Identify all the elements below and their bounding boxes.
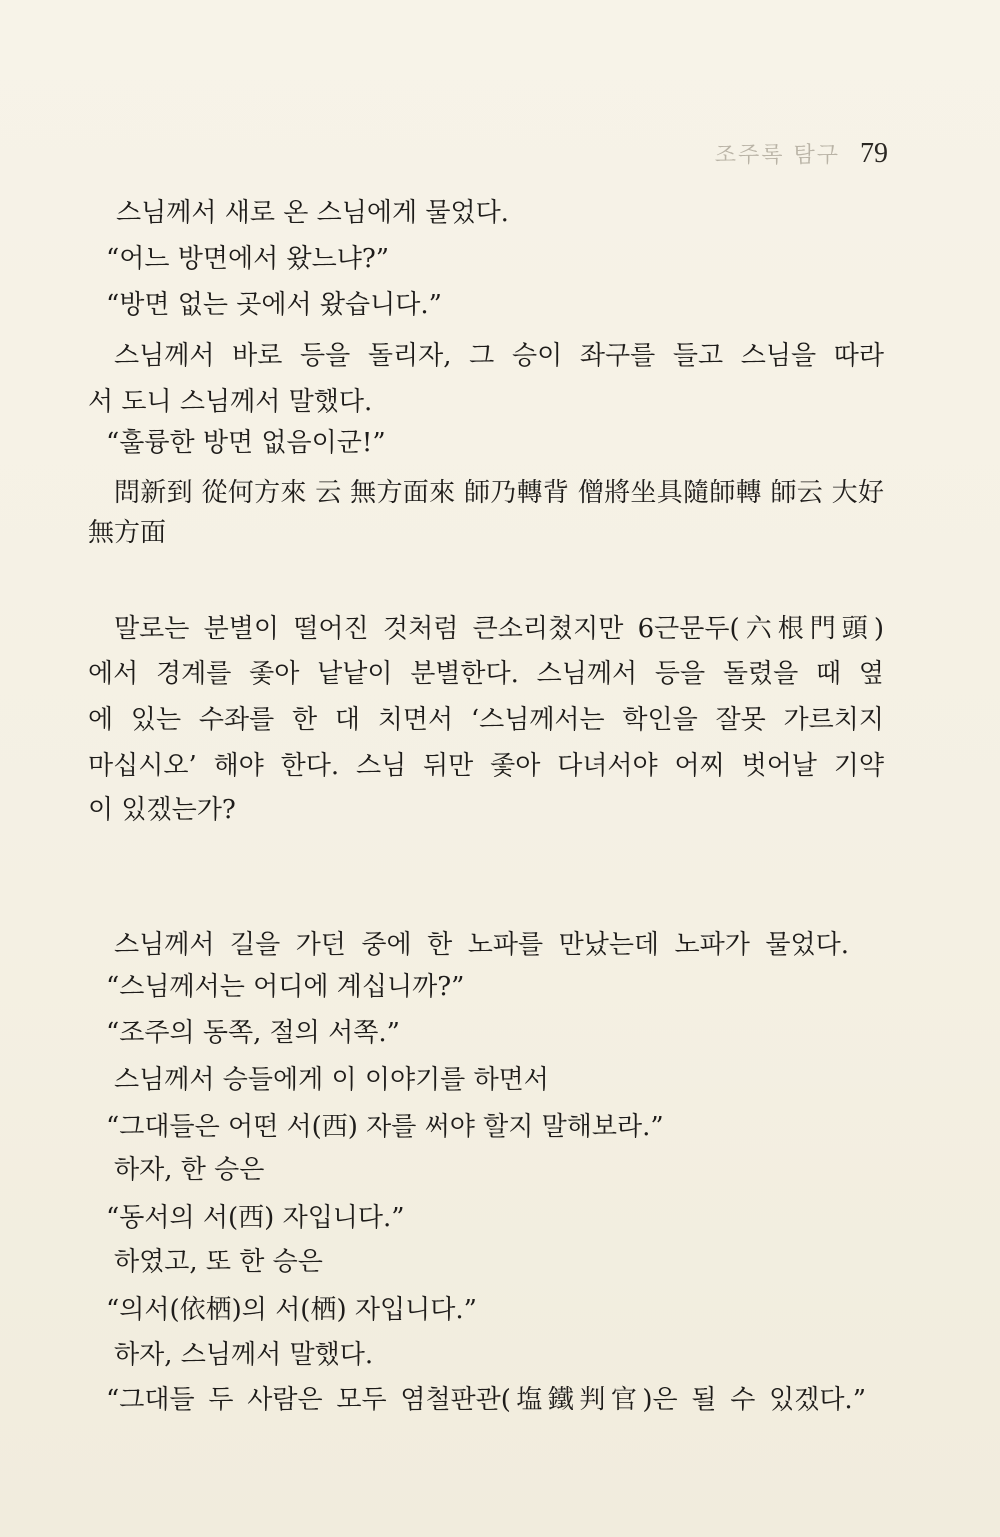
running-title: 조주록 탐구: [714, 143, 840, 168]
text-line: “의서(依栖)의 서(栖) 자입니다.”: [106, 1295, 477, 1325]
commentary-line: 에서 경계를 좇아 낱낱이 분별한다. 스님께서 등을 돌렸을 때 옆: [88, 659, 884, 689]
hanja-original-line: 問新到 從何方來 云 無方面來 師乃轉背 僧將坐具隨師轉 師云 大好: [114, 478, 884, 508]
commentary-line: 에 있는 수좌를 한 대 치면서 ‘스님께서는 학인을 잘못 가르치지: [88, 705, 884, 735]
page-number: 79: [860, 138, 888, 169]
text-line: 하자, 스님께서 말했다.: [114, 1340, 374, 1370]
commentary-line: 마십시오’ 해야 한다. 스님 뒤만 좇아 다녀서야 어찌 벗어날 기약: [88, 751, 884, 781]
text-line: “조주의 동쪽, 절의 서쪽.”: [106, 1018, 400, 1048]
text-line: 하자, 한 승은: [114, 1155, 265, 1185]
text-line: “훌륭한 방면 없음이군!”: [106, 428, 386, 458]
hanja-original-line: 無方面: [88, 518, 167, 548]
commentary-line: 이 있겠는가?: [88, 795, 236, 825]
page-header: [715, 138, 888, 170]
text-line: 하였고, 또 한 승은: [114, 1247, 323, 1277]
text-line: “스님께서는 어디에 계십니까?”: [106, 972, 465, 1002]
text-line: 스님께서 바로 등을 돌리자, 그 승이 좌구를 들고 스님을 따라: [114, 341, 884, 371]
commentary-line: 말로는 분별이 떨어진 것처럼 큰소리쳤지만 6근문두(六根門頭): [114, 614, 884, 644]
text-line: 스님께서 새로 온 스님에게 물었다.: [116, 198, 509, 228]
text-line: “어느 방면에서 왔느냐?”: [106, 244, 390, 274]
text-line: 서 도니 스님께서 말했다.: [88, 387, 373, 417]
text-line: “그대들은 어떤 서(西) 자를 써야 할지 말해보라.”: [106, 1112, 664, 1142]
text-line: “방면 없는 곳에서 왔습니다.”: [106, 290, 442, 320]
text-line: 스님께서 승들에게 이 이야기를 하면서: [114, 1065, 549, 1095]
text-line: “동서의 서(西) 자입니다.”: [106, 1203, 405, 1233]
text-line: “그대들 두 사람은 모두 염철판관(塩鐵判官)은 될 수 있겠다.”: [106, 1385, 866, 1415]
text-line: 스님께서 길을 가던 중에 한 노파를 만났는데 노파가 물었다.: [114, 930, 849, 960]
